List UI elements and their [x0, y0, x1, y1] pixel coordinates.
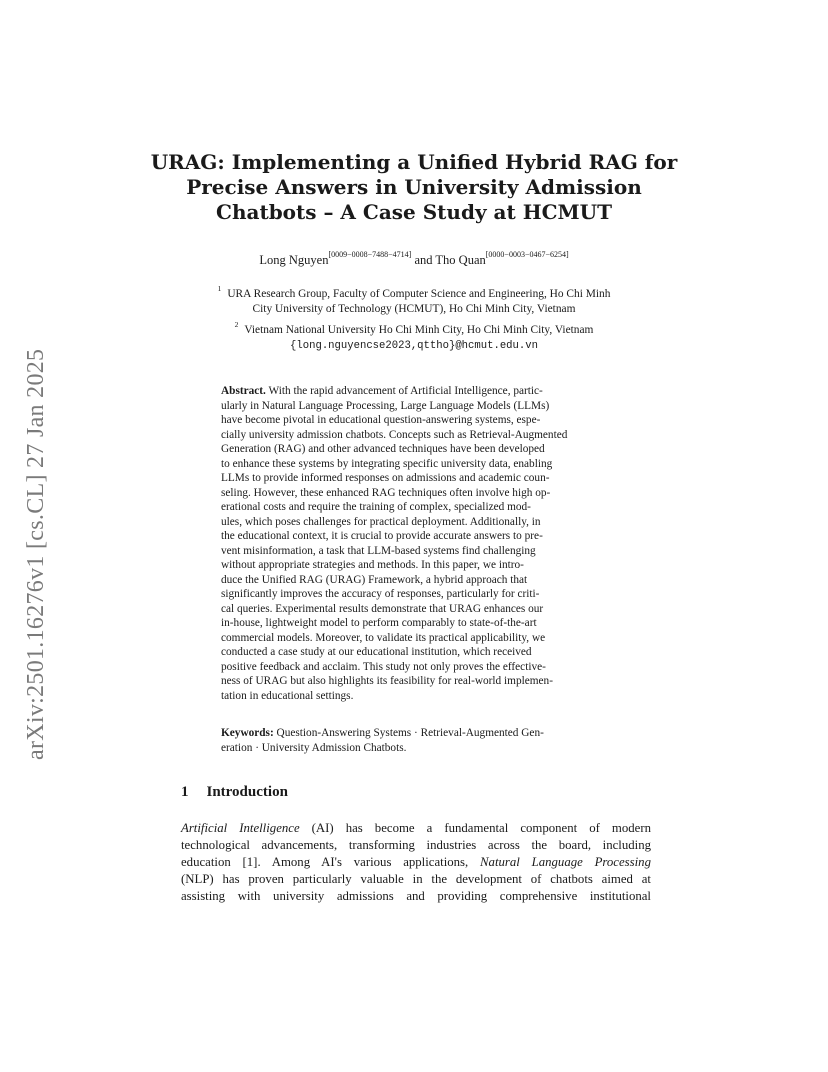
abstract-line: duce the Unified RAG (URAG) Framework, a hybrid approach that [221, 573, 528, 586]
title-line: Precise Answers in University Admission [186, 175, 642, 199]
abstract-line: in-house, lightweight model to perform comparably to state-of-the-art [221, 617, 537, 629]
author-orcid: [0009−0008−7488−4714] [328, 250, 412, 259]
author-connector: and [414, 253, 433, 268]
intro-line: technological advancements, transforming industries across the board, including [181, 838, 651, 852]
affiliation-mark: 1 [217, 284, 222, 293]
abstract-line: conducted a case study at our educational institution, which received [221, 646, 532, 658]
author-name: Long Nguyen [259, 253, 329, 268]
keywords-line: Keywords: Question-Answering Systems · Retrieval-Augmented Gen- [221, 727, 544, 739]
affiliation-mark: 2 [234, 319, 239, 329]
abstract-line: ularly in Natural Language Processing, Large Language Models (LLMs) [221, 399, 550, 412]
author-list [150, 252, 678, 268]
section-title: Introduction [206, 784, 288, 800]
intro-line: assisting with university admissions and providing comprehensive institutional [181, 889, 651, 903]
abstract-line: to enhance these systems by integrating specific university data, enabling [221, 457, 553, 470]
abstract-line: have become pivotal in educational question-answering systems, espe- [221, 414, 541, 426]
section-heading [181, 784, 288, 801]
title-line: URAG: Implementing a Unified Hybrid RAG for [150, 150, 678, 174]
abstract-line: significantly improves the accuracy of responses, particularly for criti- [221, 588, 540, 600]
abstract-line: seling. However, these enhanced RAG techniques often involve high op- [221, 486, 551, 499]
affiliation-line: $^2$ Vietnam National University Ho Chi Minh City, Ho Chi Minh City, Vietnam [234, 319, 594, 336]
abstract-line: the educational context, it is crucial to provide accurate answers to pre- [221, 530, 543, 542]
keywords-line: eration · University Admission Chatbots. [221, 741, 407, 754]
affiliation-line: City University of Technology (HCMUT), Ho Chi Minh City, Vietnam [252, 303, 576, 316]
abstract-line: Abstract. With the rapid advancement of Artificial Intelligence, partic- [221, 385, 543, 397]
abstract-line: ness of URAG but also highlights its feasibility for real-world implemen- [221, 675, 553, 687]
abstract [221, 384, 609, 703]
intro-line: Artificial Intelligence (AI) has become a fundamental component of modern [181, 821, 651, 835]
arxiv-identifier: arXiv:2501.16276v1 [cs.CL] 27 Jan 2025 [23, 348, 49, 760]
intro-paragraph [181, 820, 651, 905]
affiliation-line: $^1$ URA Research Group, Faculty of Computer Science and Engineering, Ho Chi Minh [217, 284, 611, 300]
abstract-line: without appropriate strategies and methods. In this paper, we intro- [221, 559, 524, 571]
abstract-line: cal queries. Experimental results demonstrate that URAG enhances our [221, 602, 544, 615]
affiliations [150, 282, 678, 355]
author-name: Tho Quan [435, 253, 486, 268]
section-number: 1 [181, 784, 189, 800]
abstract-line: vent misinformation, a task that LLM-based systems find challenging [221, 544, 536, 557]
author-email: {long.nguyencse2023,qttho}@hcmut.edu.vn [290, 340, 538, 353]
intro-line: (NLP) has proven particularly valuable in the development of chatbots aimed at [181, 872, 651, 886]
abstract-line: positive feedback and acclaim. This study not only proves the effective- [221, 660, 546, 673]
abstract-line: cially university admission chatbots. Concepts such as Retrieval-Augmented [221, 428, 568, 441]
abstract-line: LLMs to provide informed responses on admissions and academic coun- [221, 472, 550, 484]
title-line: Chatbots – A Case Study at HCMUT [216, 200, 612, 224]
abstract-line: Generation (RAG) and other advanced techniques have been developed [221, 443, 545, 455]
abstract-line: erational costs and require the training of complex, specialized mod- [221, 501, 531, 513]
keywords-label: Keywords: [221, 727, 274, 739]
author-orcid: [0000−0003−0467−6254] [485, 250, 569, 259]
abstract-line: commercial models. Moreover, to validate its practical applicability, we [221, 631, 546, 644]
intro-line: education [1]. Among AI's various applications, Natural Language Processing [181, 855, 651, 869]
keywords [221, 726, 609, 755]
abstract-line: tation in educational settings. [221, 689, 354, 702]
abstract-line: ules, which poses challenges for practical deployment. Additionally, in [221, 515, 541, 528]
paper-title [150, 150, 678, 225]
abstract-label: Abstract. [221, 385, 266, 397]
